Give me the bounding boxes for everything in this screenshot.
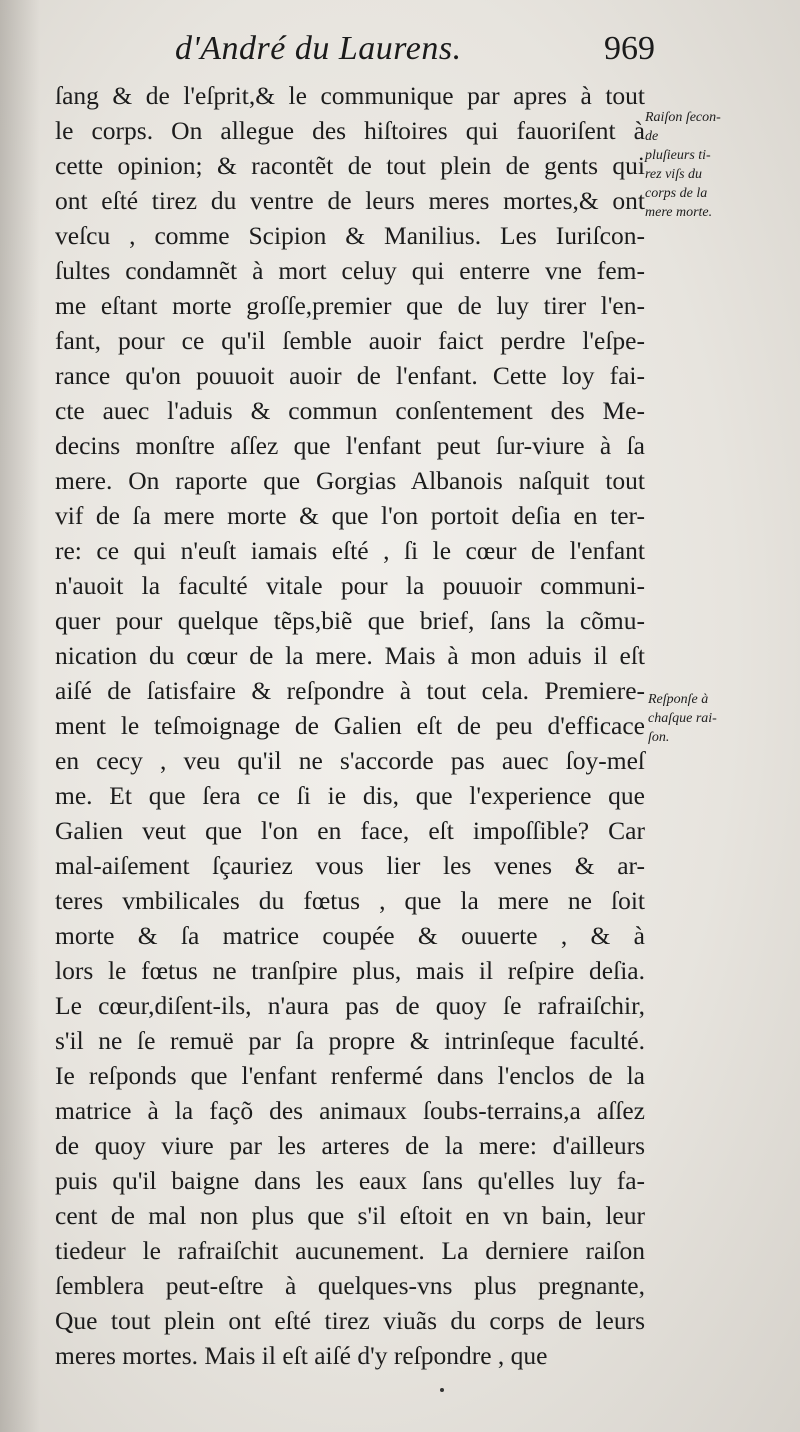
text-line: cte auec l'aduis & commun conſentement des Me- <box>55 396 645 425</box>
margin-note-line: de <box>645 129 659 144</box>
text-line: de quoy viure par les arteres de la mere: d'ailleurs <box>55 1131 645 1160</box>
text-line: ment le teſmoignage de Galien eſt de peu d'efficace <box>55 711 645 740</box>
text-line: me eſtant morte groſſe,premier que de luy tirer l'en- <box>55 291 645 320</box>
text-line: ont eſté tirez du ventre de leurs meres mortes,& ont <box>55 186 645 215</box>
text-line: morte & ſa matrice coupée & ouuerte , & à <box>55 921 645 950</box>
margin-note-line: Reſponſe à <box>648 692 709 707</box>
text-line: lors le fœtus ne tranſpire plus, mais il reſpire deſia. <box>55 956 645 985</box>
text-line: decins monſtre aſſez que l'enfant peut ſur-viure à ſa <box>55 431 645 460</box>
text-line: rance qu'on pouuoit auoir de l'enfant. Cette loy fai- <box>55 361 645 390</box>
text-line: matrice à la façõ des animaux ſoubs-terrains,a aſſez <box>55 1096 645 1125</box>
page-edge-shadow <box>0 0 40 1432</box>
text-line: nication du cœur de la mere. Mais à mon aduis il eſt <box>55 641 645 670</box>
margin-note-line: mere morte. <box>645 205 713 220</box>
text-line: cette opinion; & racontẽt de tout plein de gents qui <box>55 151 645 180</box>
text-line: mal-aiſement ſçauriez vous lier les venes & ar- <box>55 851 645 880</box>
margin-note-line: ſon. <box>648 730 670 745</box>
ink-dot <box>440 1388 444 1392</box>
page-number: 969 <box>604 30 655 67</box>
text-line: fant, pour ce qu'il ſemble auoir faict perdre l'eſpe- <box>55 326 645 355</box>
margin-note-response <box>648 690 717 747</box>
running-head: d'André du Laurens. <box>175 30 462 67</box>
margin-note-raison-seconde <box>645 108 721 222</box>
margin-note-line: corps de la <box>645 186 708 201</box>
text-line: mere. On raporte que Gorgias Albanois naſquit tout <box>55 466 645 495</box>
text-line: meres mortes. Mais il eſt aiſé d'y reſpondre , que <box>55 1341 548 1370</box>
text-line: me. Et que ſera ce ſi ie dis, que l'experience que <box>55 781 645 810</box>
text-line: en cecy , veu qu'il ne s'accorde pas auec ſoy-meſ <box>55 746 645 775</box>
text-line: Galien veut que l'on en face, eſt impoſſible? Car <box>55 816 645 845</box>
text-line: quer pour quelque tẽps,biẽ que brief, ſans la cõmu- <box>55 606 645 635</box>
margin-note-line: Raiſon ſecon- <box>645 110 721 125</box>
text-line: s'il ne ſe remuë par ſa propre & intrinſeque faculté. <box>55 1026 645 1055</box>
text-line: teres vmbilicales du fœtus , que la mere ne ſoit <box>55 886 645 915</box>
margin-note-line: pluſieurs ti- <box>645 148 711 163</box>
text-line: Que tout plein ont eſté tirez viuãs du corps de leurs <box>55 1306 645 1335</box>
text-line: vif de ſa mere morte & que l'on portoit deſia en ter- <box>55 501 645 530</box>
text-line: Ie reſponds que l'enfant renfermé dans l'enclos de la <box>55 1061 645 1090</box>
text-line: veſcu , comme Scipion & Manilius. Les Iuriſcon- <box>55 221 645 250</box>
text-line: ſultes condamnẽt à mort celuy qui enterre vne fem- <box>55 256 645 285</box>
text-line: ſemblera peut-eſtre à quelques-vns plus pregnante, <box>55 1271 645 1300</box>
margin-note-line: chaſque rai- <box>648 711 717 726</box>
text-line: Le cœur,diſent-ils, n'aura pas de quoy ſe rafraiſchir, <box>55 991 645 1020</box>
body-text <box>55 78 645 1373</box>
text-line: n'auoit la faculté vitale pour la pouuoir communi- <box>55 571 645 600</box>
text-line: re: ce qui n'euſt iamais eſté , ſi le cœur de l'enfant <box>55 536 645 565</box>
text-line: ſang & de l'eſprit,& le communique par apres à tout <box>55 81 645 110</box>
text-line: tiedeur le rafraiſchit aucunement. La derniere raiſon <box>55 1236 645 1265</box>
text-line: aiſé de ſatisfaire & reſpondre à tout cela. Premiere- <box>55 676 645 705</box>
text-line: le corps. On allegue des hiſtoires qui fauoriſent à <box>55 116 645 145</box>
page-header <box>175 30 655 74</box>
text-line: cent de mal non plus que s'il eſtoit en vn bain, leur <box>55 1201 645 1230</box>
text-line: puis qu'il baigne dans les eaux ſans qu'elles luy fa- <box>55 1166 645 1195</box>
margin-note-line: rez viſs du <box>645 167 703 182</box>
